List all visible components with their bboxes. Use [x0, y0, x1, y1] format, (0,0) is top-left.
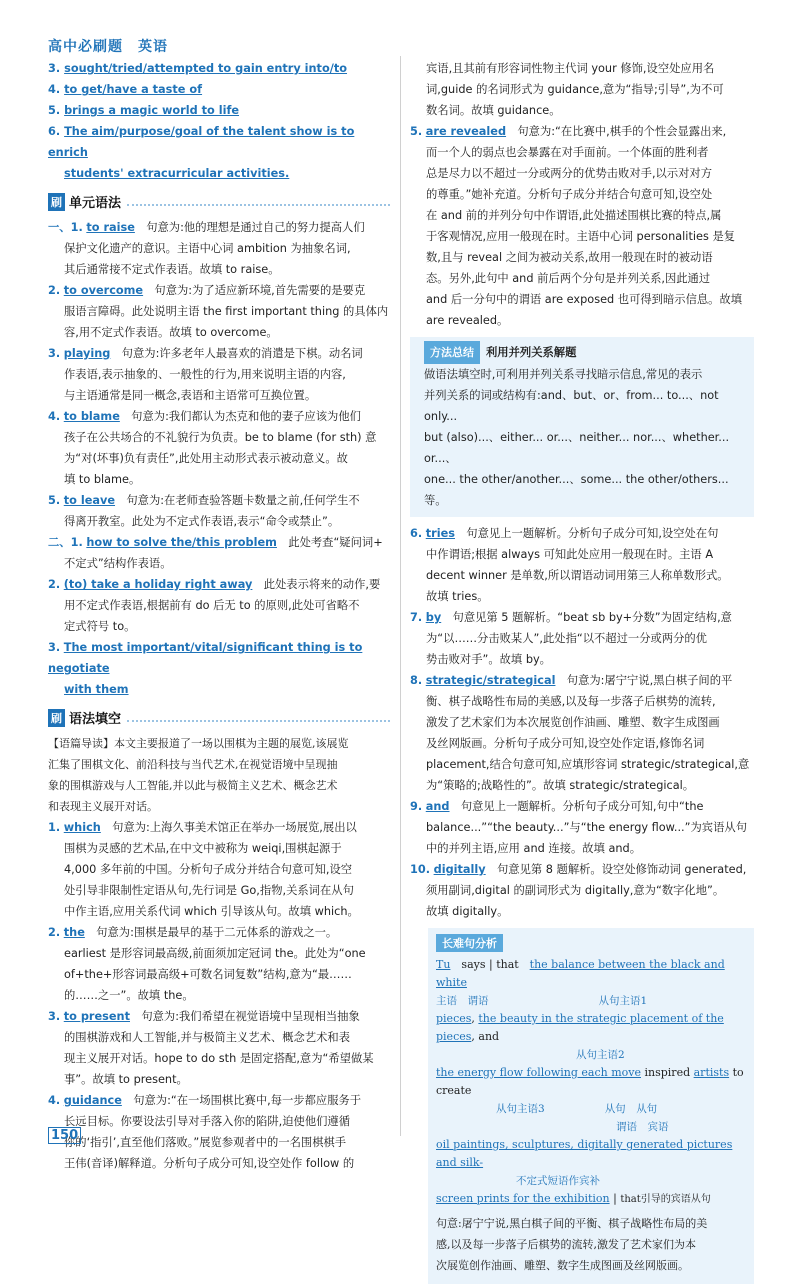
answer-line: students' extracurricular activities.	[64, 167, 290, 180]
cloze-item: 3. to present 句意为:我们希望在视觉语境中呈现相当抽象 的围棋游戏和人工智能,并与极简主义艺术、概念艺术和表 现主义展开对话。hope to do sth 是固定搭配,意为“希望做某 事”。故填 to present。	[48, 1010, 374, 1086]
cloze-item: 1. which 句意为:上海久事美术馆正在举办一场展览,展出以 围棋为灵感的艺术品,在中文中被称为 weiqi,围棋起源于 4,000 多年前的中国。分析句子成分并结合句意可知,设空 处引导非限制性定语从句,先行词是 Go,指物,关系词在从句 中作主语,应用关系代词 which 引导该从句。故填 which。	[48, 821, 359, 918]
passage-guide: 【语篇导读】本文主要报道了一场以围棋为主题的展览,该展览 汇集了围棋文化、前沿科技与当代艺术,在视觉语境中呈现抽 象的围棋游戏与人工智能,并以此与极简主义艺术、概念艺术 和表现主义展开对话。	[48, 737, 349, 813]
long-sentence-analysis-box: 长难句分析 Tu says | that the balance between the black and white 主语 谓语 从句主语1 pieces, the beauty in the strategic placement of the pieces, and 从句主语2 the energy flow following each move inspired artists to create 从句主语3 从句 从句 谓语 宾语 oil paintings, sculptures, digitally generated pictures and silk- 不定式短语作宾补 screen prints for the exhibition | that引导的宾语从句 句意:屠宁宁说,黑白棋子间的平衡、棋子战略性布局的美 感,以及每一步落子后棋势的流转,激发了艺术家们为本 次展览创作油画、雕塑、数字生成图画及丝网版画。	[428, 928, 754, 1284]
cloze-item: 10. digitally 句意见第 8 题解析。设空处修饰动词 generated, 须用副词,digital 的副词形式为 digitally,意为“数字化地”。 故填 digitally。	[410, 863, 747, 918]
cloze-item: 9. and 句意见上一题解析。分析句子成分可知,句中“the balance...”“the beauty...”与“the energy flow...”为宾语从句 中的并列主语,应用 and 连接。故填 and。	[410, 800, 747, 855]
section-heading-cloze: 刷 语法填空	[48, 708, 390, 727]
cloze-item: 7. by 句意见第 5 题解析。“beat sb by+分数”为固定结构,意 为“以……分击败某人”,此处指“以不超过一分或两分的优 势击败对手”。故填 by。	[410, 611, 732, 666]
left-column	[48, 58, 390, 1174]
grammar-item: 4. to blame 句意为:我们都认为杰克和他的妻子应该为他们 孩子在公共场合的不礼貌行为负责。be to blame (for sth) 意 为“对(坏事)负有责任”,此处用主动形式表示被动意义。故 填 to blame。	[48, 410, 377, 486]
right-column	[410, 58, 754, 1284]
grammar-item: 二、1. how to solve the/this problem 此处考查“疑问词+ 不定式”结构作表语。	[48, 536, 383, 570]
cloze-item: 6. tries 句意见上一题解析。分析句子成分可知,设空处在句 中作谓语;根据 always 可知此处应用一般现在时。主语 A decent winner 是单数,所以谓语动词用第三人称单数形式。 故填 tries。	[410, 527, 729, 603]
grammar-item: 2. (to) take a holiday right away 此处表示将来的动作,要 用不定式作表语,根据前有 do 后无 to 的原则,此处可省略不 定式符号 to。	[48, 578, 381, 633]
section-heading-grammar: 刷 单元语法	[48, 192, 390, 211]
grammar-item: 一、1. to raise 句意为:他的理想是通过自己的努力提高人们 保护文化遗产的意识。主语中心词 ambition 为抽象名词, 其后通常接不定式作表语。故填 to raise。	[48, 221, 365, 276]
cloze-item: 5. are revealed 句意为:“在比赛中,棋手的个性会显露出来, 而一个人的弱点也会暴露在对手面前。一个体面的胜利者 总是尽力以不超过一分或两分的优势击败对手,以示对对方 的尊重。”她补充道。分析句子成分并结合句意可知,设空处 在 and 前的并列分句中作谓语,此处描述围棋比赛的特点,属 于客观情况,应用一般现在时。主语中心词 personalities 是复 数,且与 reveal 之间为被动关系,故用一般现在时的被动语 态。另外,此句中 and 前后两个分句是并列关系,因此通过 and 后一分句中的谓语 are exposed 也可得到暗示信息。故填 are revealed。	[410, 125, 743, 327]
cloze-item: 2. the 句意为:围棋是最早的基于二元体系的游戏之一。 earliest 是形容词最高级,前面须加定冠词 the。此处为“one of+the+形容词最高级+可数名词复数”结构,意为“最…… 的……之一”。故填 the。	[48, 926, 366, 1002]
grammar-item: 5. to leave 句意为:在老师查验答题卡数量之前,任何学生不 得离开教室。此处为不定式作表语,表示“命令或禁止”。	[48, 494, 360, 528]
method-summary-box: 方法总结 利用并列关系解题 做语法填空时,可利用并列关系寻找暗示信息,常见的表示 并列关系的词或结构有:and、but、or、from... to...、not only... but (also)...、either... or...、neither... nor...、whether... or...、 one... the other/another...、some... the other/others... 等。	[410, 337, 754, 517]
column-divider	[400, 56, 401, 1136]
answer-line: 5. brings a magic world to life	[48, 104, 240, 117]
cloze-item-continued: 宾语,且其前有形容词性物主代词 your 修饰,设空处应用名 词,guide 的名词形式为 guidance,意为“指导;引导”,为不可 数名词。故填 guidance。	[426, 62, 724, 117]
writing-answers	[48, 58, 390, 184]
answer-line: 6. The aim/purpose/goal of the talent show is to enrich	[48, 125, 355, 159]
grammar-item: 3. playing 句意为:许多老年人最喜欢的消遣是下棋。动名词 作表语,表示抽象的、一般性的行为,用来说明主语的内容, 与主语通常是同一概念,表语和主语常可互换位置。	[48, 347, 363, 402]
page-number: 150	[48, 1128, 81, 1143]
page-header: 高中必刷题 英语	[48, 39, 168, 55]
answer-line: 3. sought/tried/attempted to gain entry into/to	[48, 62, 348, 75]
grammar-item: 3. The most important/vital/significant thing is to negotiate with them	[48, 641, 363, 696]
cloze-item: 4. guidance 句意为:“在一场围棋比赛中,每一步都应服务于 长远目标。你要设法引导对手落入你的陷阱,迫使他们遵循 你的‘指引’,直至他们落败。”展览参观者中的一名围棋棋手 王伟(音译)解释道。分析句子成分可知,设空处作 follow 的	[48, 1094, 362, 1170]
grammar-item: 2. to overcome 句意为:为了适应新环境,首先需要的是要克 服语言障碍。此处说明主语 the first important thing 的具体内 容,用不定式作表语。故填 to overcome。	[48, 284, 389, 339]
cloze-item: 8. strategic/strategical 句意为:屠宁宁说,黑白棋子间的平 衡、棋子战略性布局的美感,以及每一步落子后棋势的流转, 激发了艺术家们为本次展览创作油画、雕塑、数字生成图画 及丝网版画。分析句子成分可知,设空处作定语,修饰名词 placement,结合句意可知,应填形容词 strategic/strategical,意 为“策略的;战略性的”。故填 strategic/strategical。	[410, 674, 750, 792]
answer-line: 4. to get/have a taste of	[48, 83, 203, 96]
